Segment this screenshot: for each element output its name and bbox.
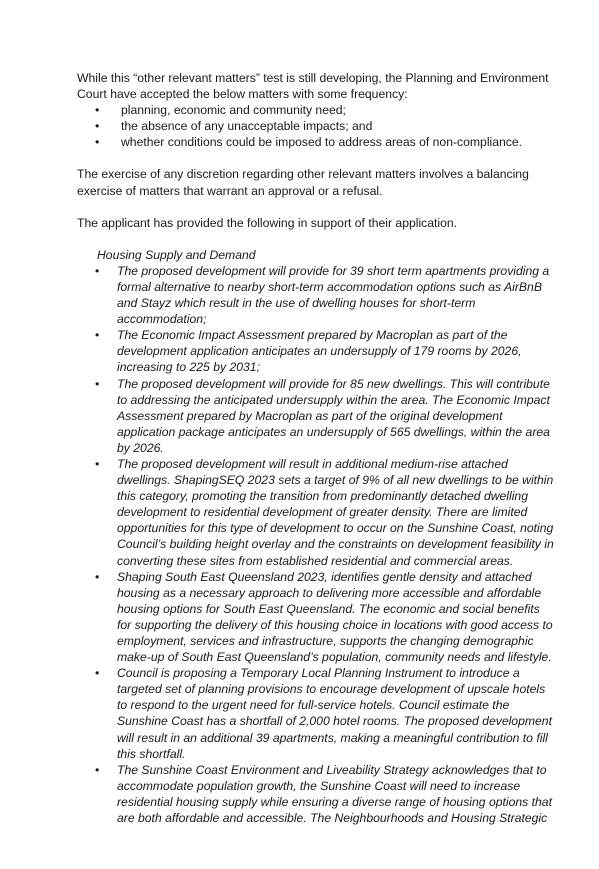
list-item: • Shaping South East Queensland 2023, identifies gentle density and attached housing as a necessary approach to delivering more accessible and affordable housing options for South East Queensland. The economic and social benefits for supporting the delivery of this housing choice in locations with good access to employment, services and infrastructure, supports the changing demographic make-up of South East Queensland’s population, community needs and lifestyle. <box>97 569 555 666</box>
intro-paragraph: While this “other relevant matters” test is still developing, the Planning and Environment Court have accepted the below matters with some frequency: <box>77 71 549 102</box>
list-item: • whether conditions could be imposed to address areas of non-compliance. <box>77 134 555 150</box>
section-heading: Housing Supply and Demand <box>97 247 256 262</box>
document-page <box>77 70 555 826</box>
list-item: • The Sunshine Coast Environment and Liveability Strategy acknowledges that to accommodate population growth, the Sunshine Coast will need to increase residential housing supply while ensuring a diverse range of housing options that are both affordable and accessible. The Neighbourhoods and Housing Strategic <box>97 762 555 826</box>
list-item: • planning, economic and community need; <box>77 102 555 118</box>
matters-list <box>77 102 555 150</box>
applicant-paragraph: The applicant has provided the following in support of their application. <box>77 215 458 230</box>
list-item: • The proposed development will result in additional medium-rise attached dwellings. ShapingSEQ 2023 sets a target of 9% of all new dwellings to be within this category, promoting the transition from predominantly detached dwelling development to residential development of greater density. There are limited opportunities for this type of development to occur on the Sunshine Coast, noting Council’s building height overlay and the constraints on development feasibility in converting these sites from established residential and commercial areas. <box>97 456 555 569</box>
housing-points-list <box>97 263 555 826</box>
discretion-paragraph: The exercise of any discretion regarding other relevant matters involves a balancing exercise of matters that warrant an approval or a refusal. <box>77 167 529 198</box>
list-item: • The Economic Impact Assessment prepared by Macroplan as part of the development application anticipates an undersupply of 179 rooms by 2026, increasing to 225 by 2031; <box>97 327 555 375</box>
list-item: • the absence of any unacceptable impacts; and <box>77 118 555 134</box>
list-item: • The proposed development will provide for 85 new dwellings. This will contribute to addressing the anticipated undersupply within the area. The Economic Impact Assessment prepared by Macroplan as part of the original development application package anticipates an undersupply of 565 dwellings, within the area by 2026. <box>97 376 555 456</box>
list-item: • The proposed development will provide for 39 short term apartments providing a formal alternative to nearby short-term accommodation options such as AirBnB and Stayz which result in the use of dwelling houses for short-term accommodation; <box>97 263 555 327</box>
housing-section <box>77 247 555 826</box>
list-item: • Council is proposing a Temporary Local Planning Instrument to introduce a targeted set of planning provisions to encourage development of upscale hotels to respond to the urgent need for full-service hotels. Council estimate the Sunshine Coast has a shortfall of 2,000 hotel rooms. The proposed development will result in an additional 39 apartments, making a meaningful contribution to fill this shortfall. <box>97 665 555 762</box>
